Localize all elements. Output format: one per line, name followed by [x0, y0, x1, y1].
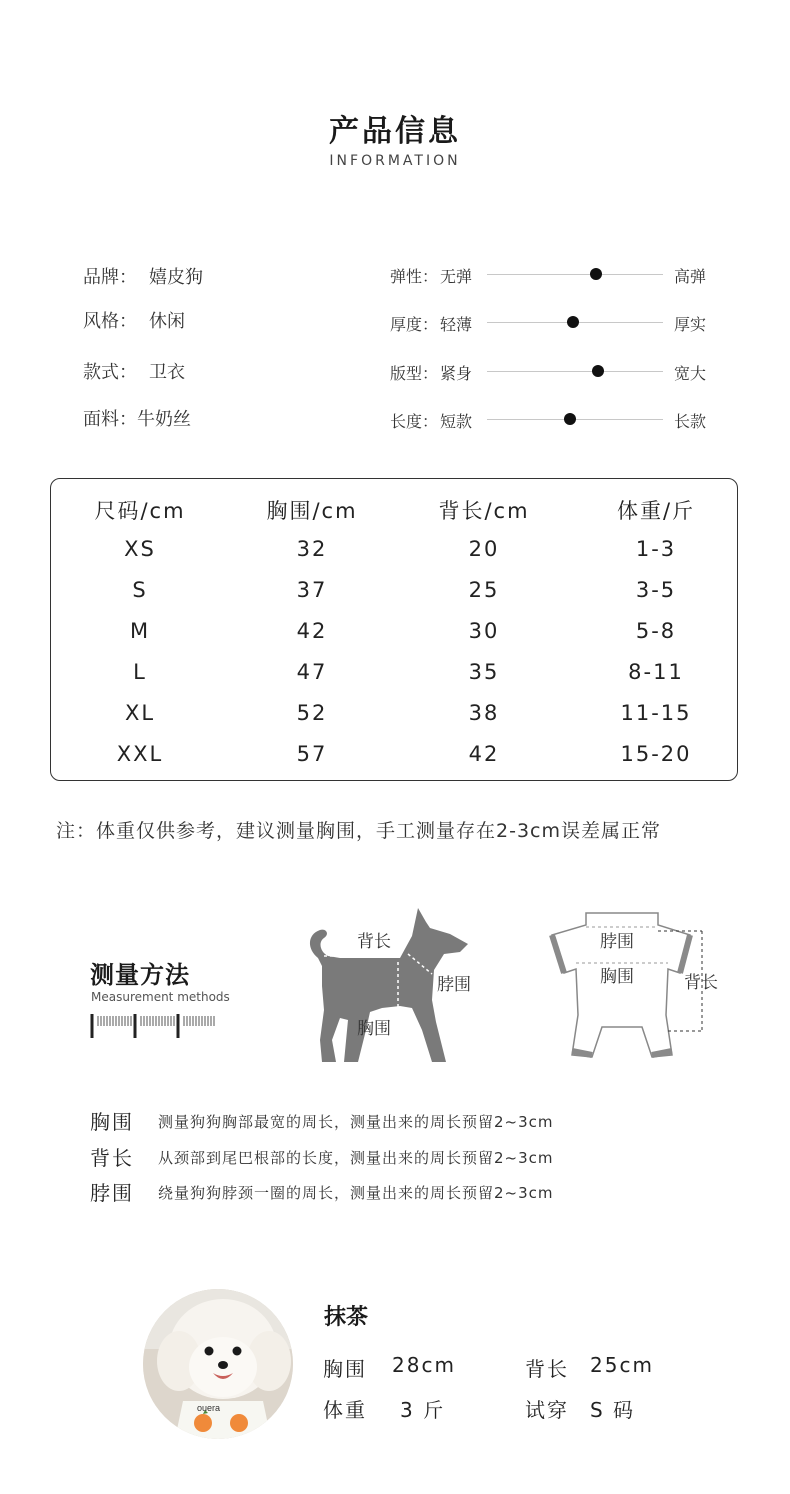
slider-label-elasticity: 弹性： 无弹 [390, 267, 473, 286]
attribute-fabric [83, 405, 191, 431]
table-cell: 42 [296, 619, 328, 643]
measurement-note: 注：体重仅供参考，建议测量胸围，手工测量存在2-3cm误差属正常 [56, 820, 661, 842]
dog-label-neck: 脖围 [437, 975, 471, 994]
attribute-value: 卫衣 [149, 362, 185, 383]
model-weight-label: 体重 [323, 1398, 367, 1422]
shirt-label-neck: 脖围 [600, 932, 634, 951]
definition-term: 脖围 [90, 1181, 134, 1205]
table-header-cell: 尺码/cm [94, 499, 186, 523]
model-size-value: S 码 [590, 1398, 636, 1422]
definition-text: 测量狗狗胸部最宽的周长，测量出来的周长预留2~3cm [158, 1113, 554, 1131]
slider-high-label: 厚实 [674, 315, 707, 334]
attribute-label: 品牌： [83, 267, 137, 288]
table-cell: 3-5 [635, 578, 677, 602]
table-cell: M [129, 619, 151, 643]
slider-label-thickness: 厚度： 轻薄 [390, 315, 473, 334]
table-cell: 47 [296, 660, 328, 684]
attribute-value: 休闲 [149, 311, 185, 332]
slider-track [487, 371, 663, 372]
table-cell: 30 [468, 619, 500, 643]
model-weight-value: 3 斤 [400, 1398, 446, 1422]
attribute-brand [83, 263, 203, 289]
table-cell: 38 [468, 701, 500, 725]
dog-photo-illustration [143, 1289, 293, 1439]
measure-subtitle: Measurement methods [91, 990, 230, 1004]
dog-label-chest: 胸围 [357, 1019, 391, 1038]
attribute-style [83, 307, 185, 333]
slider-knob [567, 316, 579, 328]
slider-knob [564, 413, 576, 425]
slider-knob [590, 268, 602, 280]
page-subtitle: INFORMATION [329, 153, 461, 169]
dog-label-back: 背长 [357, 932, 391, 951]
table-cell: L [133, 660, 147, 684]
table-cell: 15-20 [620, 742, 692, 766]
table-header-cell: 胸围/cm [266, 499, 358, 523]
definition-term: 胸围 [90, 1110, 134, 1134]
dog-measure-diagram [300, 900, 490, 1070]
table-cell: 8-11 [628, 660, 684, 684]
model-name: 抹茶 [324, 1305, 369, 1330]
model-chest-label: 胸围 [323, 1357, 367, 1381]
attribute-label: 风格： [83, 311, 137, 332]
table-cell: 11-15 [620, 701, 692, 725]
shirt-print-text: ouera [197, 1403, 221, 1413]
model-back-value: 25cm [590, 1353, 654, 1377]
table-cell: 5-8 [635, 619, 677, 643]
slider-label-fit: 版型： 紧身 [390, 364, 473, 383]
model-chest-value: 28cm [392, 1353, 456, 1377]
shirt-label-chest: 胸围 [600, 967, 634, 986]
model-back-label: 背长 [525, 1357, 569, 1381]
table-cell: 20 [468, 537, 500, 561]
ruler-icon [90, 1012, 220, 1042]
model-size-label: 试穿 [525, 1398, 569, 1422]
definition-text: 绕量狗狗脖颈一圈的周长，测量出来的周长预留2~3cm [158, 1184, 554, 1202]
table-header-cell: 体重/斤 [616, 499, 696, 523]
slider-high-label: 高弹 [674, 267, 707, 286]
slider-label-length: 长度： 短款 [390, 412, 473, 431]
table-cell: S [132, 578, 148, 602]
definition-term: 背长 [90, 1146, 134, 1170]
table-cell: 52 [296, 701, 328, 725]
table-cell: XL [124, 701, 156, 725]
slider-knob [592, 365, 604, 377]
attribute-label: 面料： [83, 409, 137, 430]
attribute-label: 款式： [83, 362, 137, 383]
table-cell: 57 [296, 742, 328, 766]
table-cell: XXL [116, 742, 164, 766]
attribute-type [83, 358, 185, 384]
model-dog-avatar [143, 1289, 293, 1439]
page-title: 产品信息 [329, 114, 461, 149]
table-cell: XS [124, 537, 156, 561]
table-cell: 25 [468, 578, 500, 602]
shirt-label-back: 背长 [684, 973, 718, 992]
slider-high-label: 长款 [674, 412, 707, 431]
table-header-cell: 背长/cm [438, 499, 530, 523]
slider-high-label: 宽大 [674, 364, 707, 383]
attribute-value: 牛奶丝 [137, 409, 191, 430]
slider-track [487, 274, 663, 275]
shirt-measure-diagram [540, 905, 740, 1070]
attribute-value: 嬉皮狗 [149, 267, 203, 288]
table-cell: 37 [296, 578, 328, 602]
table-cell: 35 [468, 660, 500, 684]
measure-title: 测量方法 [90, 961, 190, 989]
slider-track [487, 322, 663, 323]
table-cell: 1-3 [635, 537, 677, 561]
table-cell: 32 [296, 537, 328, 561]
slider-track [487, 419, 663, 420]
table-cell: 42 [468, 742, 500, 766]
definition-text: 从颈部到尾巴根部的长度，测量出来的周长预留2~3cm [158, 1149, 554, 1167]
